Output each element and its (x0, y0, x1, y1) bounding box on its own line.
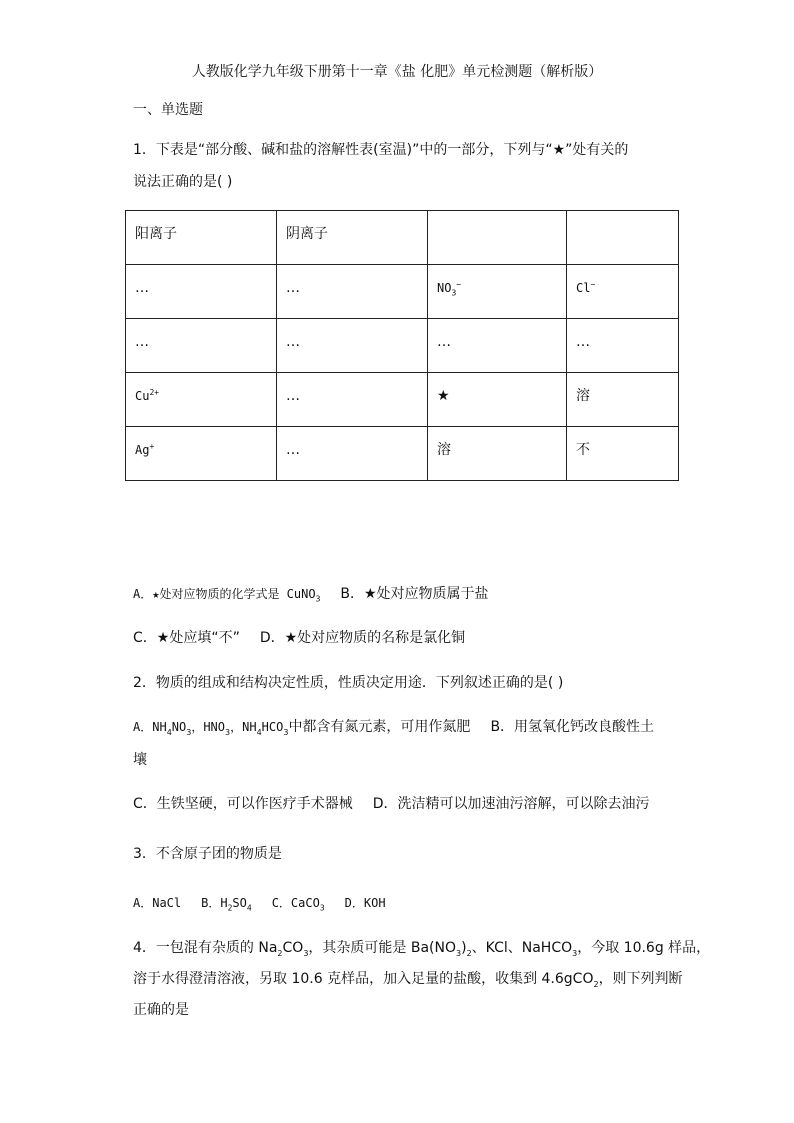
chloride-charge: − (590, 280, 596, 289)
q3-option-b: B．$H_2SO_4$ (201, 896, 252, 913)
table-cell-copper (126, 373, 277, 427)
nitrate-formula: NO (437, 281, 452, 295)
table-cell: 溶 (567, 373, 679, 427)
table-cell: … (277, 373, 428, 427)
q2-option-a: A．$NH_4NO_3$，$HNO_3$，$NH_4HCO_3$中都含有氮元素，可用作氮肥 (133, 719, 471, 737)
q4-line1: 4．一包混有杂质的 $Na_2CO_3$，其杂质可能是 $Ba(NO_3)_2$、KCl、NaHCO$_3$，今取 10.6g 样品， (133, 940, 711, 958)
table-cell: … (126, 319, 277, 373)
table-cell: … (277, 427, 428, 481)
q2-option-b-cont: 壤 (133, 752, 147, 768)
table-cell: … (567, 319, 679, 373)
q2-option-b: B．用氢氧化钙改良酸性土 (490, 719, 655, 735)
copper-charge: 2+ (149, 388, 160, 397)
q1-options-cd (133, 628, 465, 648)
q2-options-ab (133, 717, 654, 737)
q1-option-b: B．★处对应物质属于盐 (340, 586, 489, 602)
section-heading: 一、单选题 (133, 102, 203, 118)
table-cell: 溶 (428, 427, 567, 481)
table-cell-chloride (567, 265, 679, 319)
q3-option-c: C．CaCO$_3$ (271, 896, 325, 913)
table-cell-nitrate (428, 265, 567, 319)
table-cell: 阴离子 (277, 211, 428, 265)
table-row (126, 373, 679, 427)
table-row (126, 265, 679, 319)
document-title: 人教版化学九年级下册第十一章《盐 化肥》单元检测题（解析版） (191, 64, 603, 80)
table-cell: … (126, 265, 277, 319)
table-cell: 不 (567, 427, 679, 481)
q3-options (133, 893, 386, 913)
table-cell: … (277, 319, 428, 373)
q2-option-d: D．洗洁精可以加速油污溶解，可以除去油污 (372, 796, 650, 812)
chloride-formula: Cl (576, 281, 591, 295)
q1-stem-line2: 说法正确的是( ) (133, 174, 233, 190)
q3-stem: 3．不含原子团的物质是 (133, 846, 282, 862)
q1-option-c: C．★处应填“不” (133, 630, 240, 646)
table-cell: … (277, 265, 428, 319)
table-row (126, 319, 679, 373)
q1-options-ab (133, 584, 489, 604)
table-cell (567, 211, 679, 265)
q3-option-d: D．KOH (344, 896, 386, 910)
table-row (126, 211, 679, 265)
table-cell (428, 211, 567, 265)
q1-stem-line1: 1．下表是“部分酸、碱和盐的溶解性表(室温)”中的一部分，下列与“★”处有关的 (133, 142, 629, 158)
table-cell: 阳离子 (126, 211, 277, 265)
table-cell-star: ★ (428, 373, 567, 427)
q2-option-c: C．生铁坚硬，可以作医疗手术器械 (133, 796, 353, 812)
q1-option-d: D．★处对应物质的名称是氯化铜 (259, 630, 466, 646)
silver-charge: + (149, 442, 155, 451)
nitrate-charge: − (456, 280, 462, 289)
table-cell-silver (126, 427, 277, 481)
q3-option-a: A．NaCl (133, 896, 182, 910)
q1-option-a: A．★处对应物质的化学式是 CuNO$_3$ (133, 587, 321, 604)
copper-ion: Cu (135, 389, 150, 403)
table-row (126, 427, 679, 481)
q4-line2: 溶于水得澄清溶液，另取 10.6 克样品，加入足量的盐酸，收集到 4.6gCO$_2$，则下列判断 (133, 971, 683, 989)
q2-stem: 2．物质的组成和结构决定性质，性质决定用途．下列叙述正确的是( ) (133, 675, 564, 691)
table-cell: … (428, 319, 567, 373)
nitrate-subscript: 3 (451, 288, 457, 298)
q4-line3: 正确的是 (133, 1002, 189, 1018)
silver-ion: Ag (135, 443, 150, 457)
q2-options-cd (133, 794, 650, 814)
solubility-table (125, 210, 679, 481)
